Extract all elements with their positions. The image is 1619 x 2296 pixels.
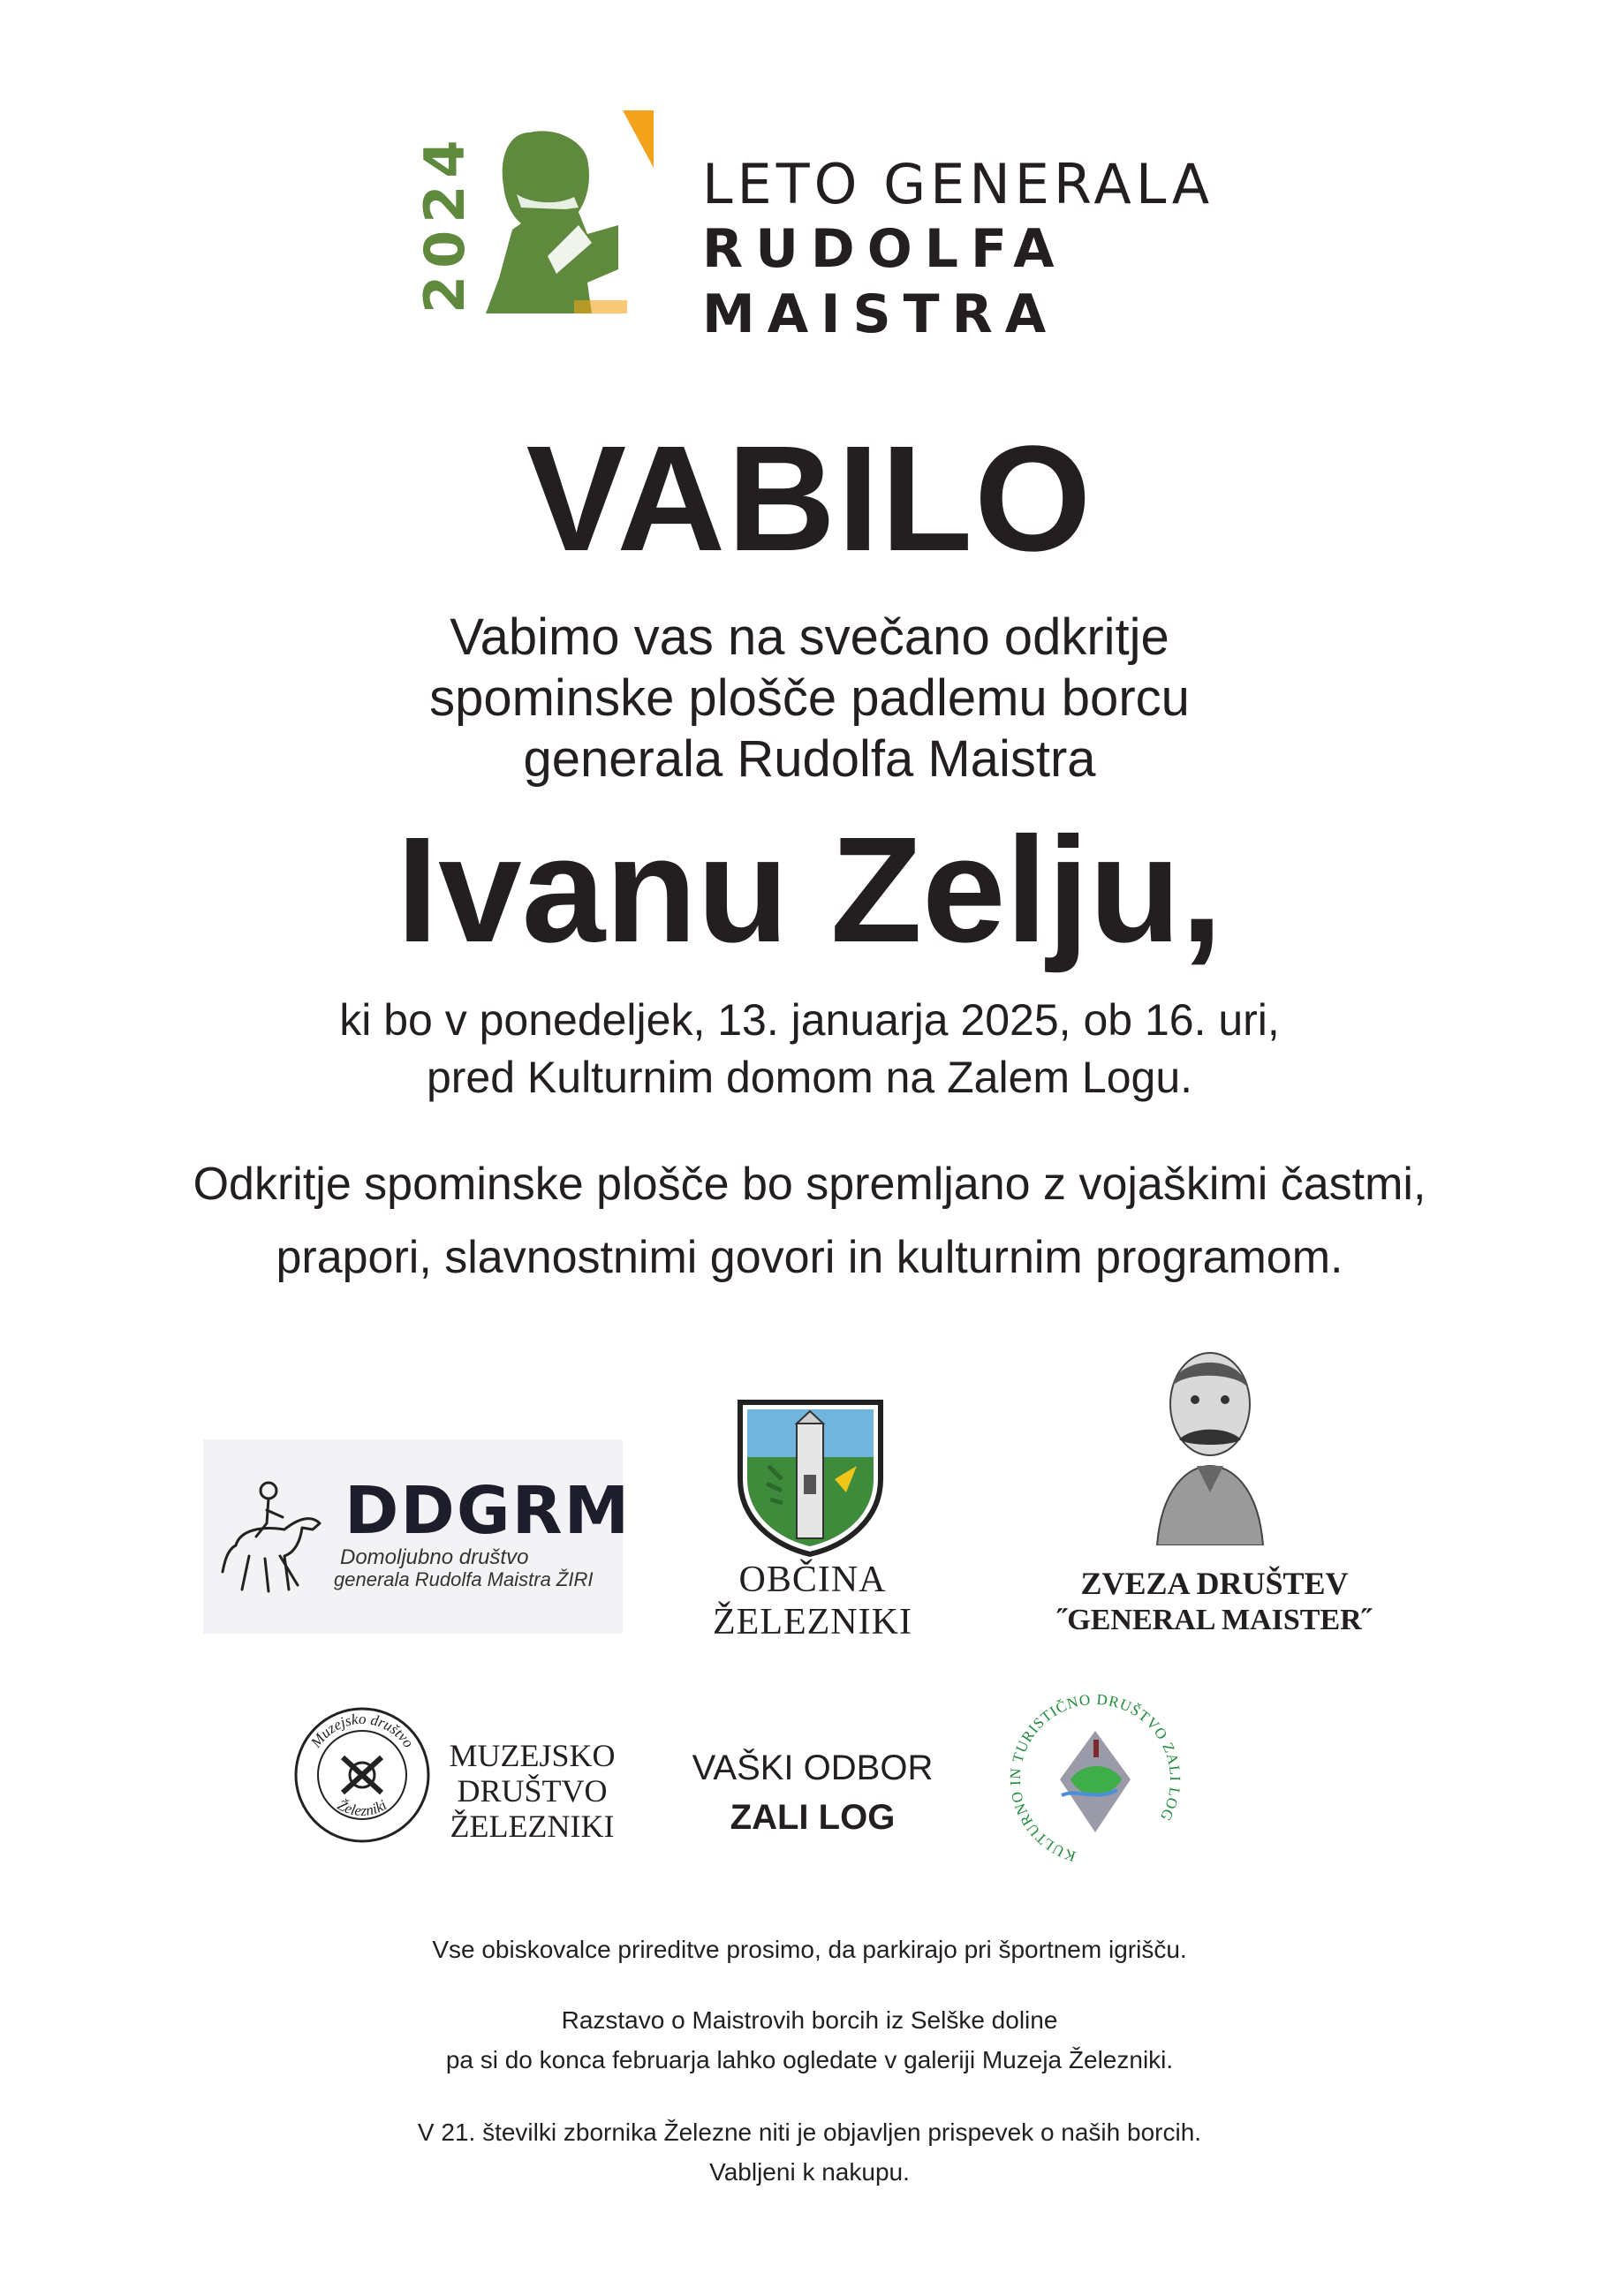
details-line: prapori, slavnostnimi govori in kulturnim programom. (276, 1232, 1343, 1283)
seal-text-top: Muzejsko društvo (307, 1710, 418, 1751)
ddgrm-title: DDGRM (344, 1473, 632, 1549)
obcina-name: ŽELEZNIKI (713, 1602, 912, 1643)
horse-rider-icon (214, 1475, 337, 1607)
muzej-name: ŽELEZNIKI (450, 1809, 615, 1844)
logo-text (702, 153, 1267, 347)
muzejsko-drustvo-seal-icon (291, 1704, 433, 1846)
leto-generala-logo (415, 110, 1254, 345)
maister-silhouette-logo (415, 110, 654, 327)
logo-line3: MAISTRA (702, 283, 1059, 345)
logo-year: 2024 (415, 132, 477, 313)
footer-line: V 21. številki zbornika Železne niti je objavljen prispevek o naših borcih. (417, 2119, 1202, 2146)
honoree-name: Ivanu Zelju, (396, 806, 1223, 974)
ddgrm-subtitle: Domoljubno društvo (340, 1545, 529, 1569)
logo-line1: LETO GENERALA (702, 152, 1214, 216)
details-line: Odkritje spominske plošče bo spremljano z vojaškimi častmi, (193, 1159, 1426, 1210)
ring-text: KULTURNO IN TURISTIČNO DRUŠTVO ZALI LOG (1007, 1691, 1184, 1865)
footer-line: pa si do konca februarja lahko ogledate v galeriji Muzeja Železniki. (445, 2046, 1174, 2073)
footer-line: Vabljeni k nakupu. (709, 2158, 910, 2186)
logo-line2: RUDOLFA (702, 218, 1067, 280)
vaski-odbor-name: VAŠKI ODBOR (692, 1748, 934, 1787)
event-where-line: pred Kulturnim domom na Zalem Logu. (426, 1053, 1193, 1102)
footer-line: Vse obiskovalce prireditve prosimo, da parkirajo pri športnem igrišču. (432, 1936, 1187, 1963)
muzej-name: MUZEJSKO (449, 1738, 616, 1773)
footer-line: Razstavo o Maistrovih borcih iz Selške doline (561, 2006, 1058, 2034)
obcina-zelezniki-crest-icon (733, 1395, 888, 1559)
zveza-name: ZVEZA DRUŠTEV (1080, 1566, 1349, 1601)
invitation-title: VABILO (526, 415, 1093, 583)
maister-portrait-icon (1135, 1342, 1285, 1545)
intro-line: Vabimo vas na svečano odkritje (450, 608, 1169, 666)
zveza-name: ˝GENERAL MAISTER˝ (1056, 1604, 1373, 1636)
intro-line: generala Rudolfa Maistra (523, 730, 1096, 788)
intro-line: spominske plošče padlemu borcu (429, 669, 1190, 727)
obcina-name: OBČINA (738, 1560, 887, 1600)
seal-text-bottom: Železniki (334, 1796, 390, 1820)
ddgrm-logo (203, 1439, 632, 1634)
muzej-name: DRUŠTVO (457, 1773, 608, 1809)
vaski-odbor-place: ZALI LOG (730, 1798, 896, 1837)
ddgrm-subtitle: generala Rudolfa Maistra ŽIRI (334, 1568, 594, 1590)
turisticno-drustvo-logo-icon (1007, 1691, 1184, 1868)
event-when-line: ki bo v ponedeljek, 13. januarja 2025, ob 16. uri, (339, 995, 1280, 1045)
